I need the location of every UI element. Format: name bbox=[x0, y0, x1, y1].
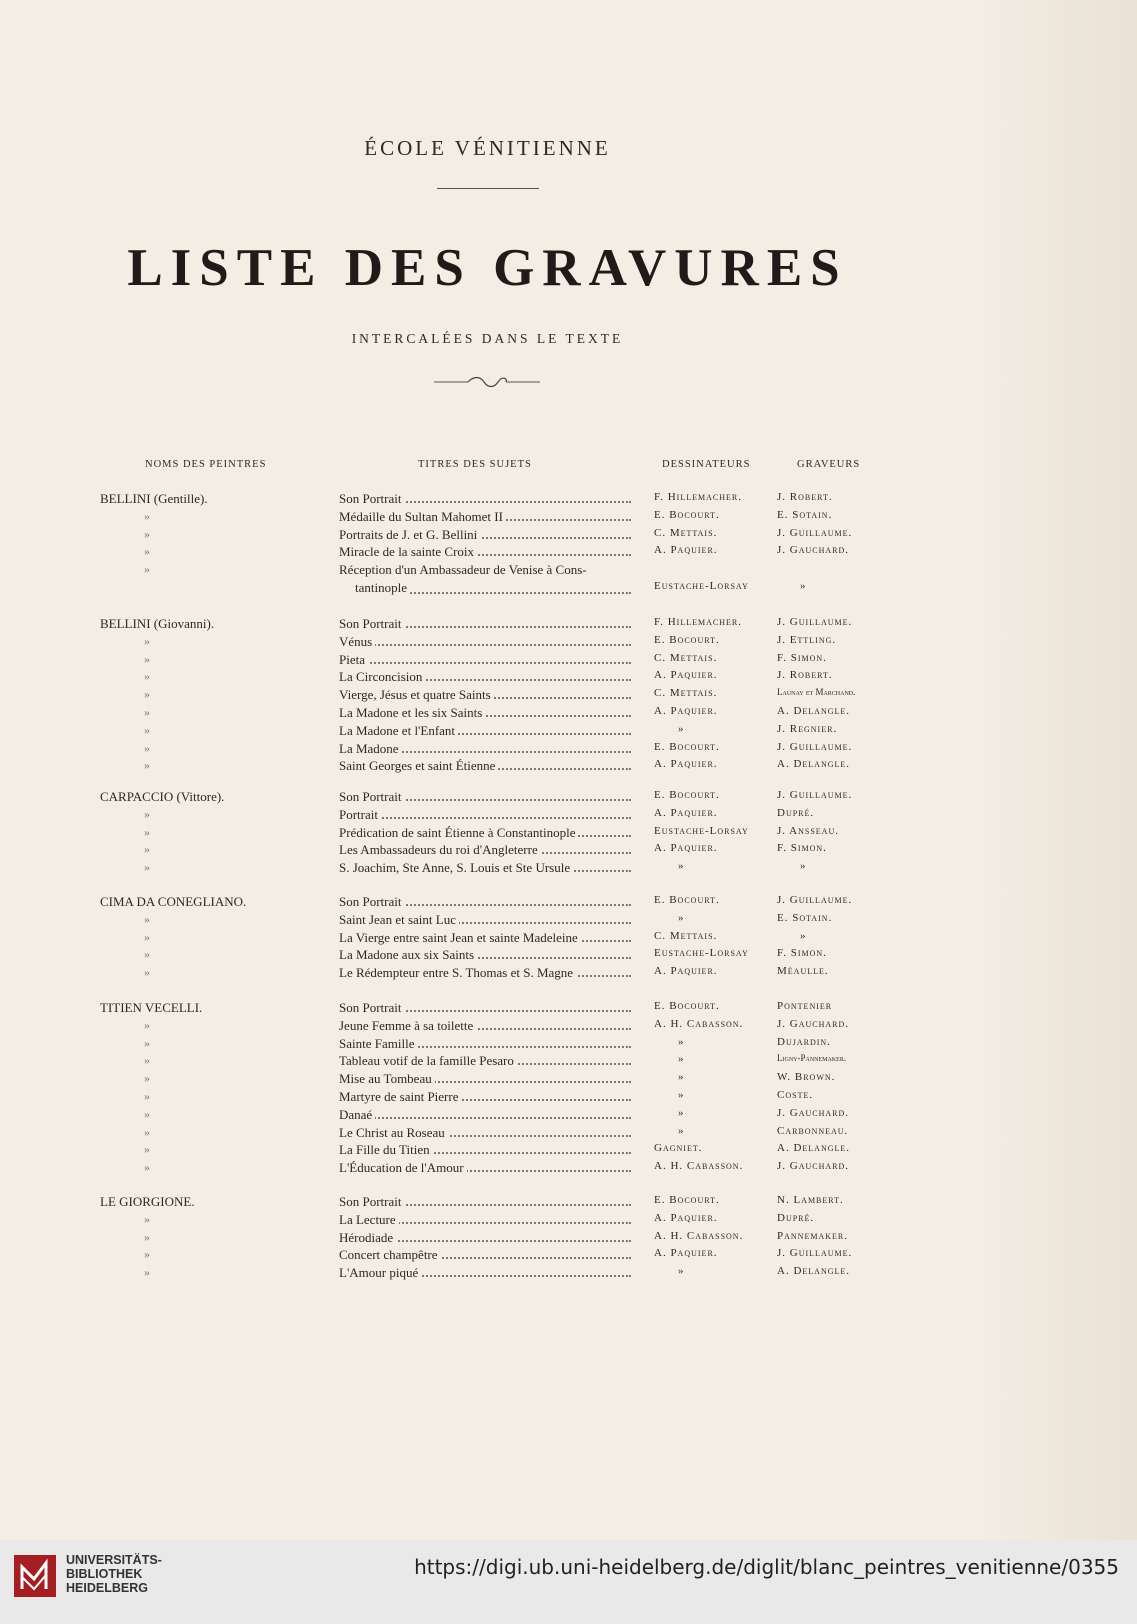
engraver-name: Coste. bbox=[777, 1088, 814, 1101]
designer-name: » bbox=[678, 1053, 685, 1066]
table-row bbox=[0, 562, 1137, 598]
subject-title: La Madone bbox=[339, 741, 402, 756]
ornament-flourish-icon bbox=[432, 374, 542, 390]
heading-rule bbox=[437, 188, 539, 189]
painter-group bbox=[0, 894, 1137, 983]
designer-name: A. Paquier. bbox=[654, 806, 718, 819]
subject-title: L'Amour piqué bbox=[339, 1265, 421, 1280]
engraver-name: A. Delangle. bbox=[777, 704, 851, 717]
subject-title: Son Portrait bbox=[339, 1000, 404, 1015]
subject-cell bbox=[339, 894, 635, 910]
engraver-name: Ligny-Pannemaker. bbox=[777, 1053, 847, 1064]
table-row bbox=[0, 1089, 1137, 1107]
engraver-name: » bbox=[800, 579, 807, 592]
table-row bbox=[0, 544, 1137, 562]
ditto-mark: » bbox=[144, 651, 150, 666]
ditto-mark: » bbox=[144, 1247, 150, 1262]
dot-leader bbox=[339, 817, 631, 819]
subject-title: S. Joachim, Ste Anne, S. Louis et Ste Ursule bbox=[339, 860, 573, 875]
library-name-line: UNIVERSITÄTS- bbox=[66, 1553, 162, 1567]
table-row bbox=[0, 965, 1137, 983]
designer-name: C. Mettais. bbox=[654, 929, 718, 942]
table-row bbox=[0, 825, 1137, 843]
table-row bbox=[0, 705, 1137, 723]
engraver-name: J. Guillaume. bbox=[777, 616, 853, 628]
subject-cell bbox=[339, 1247, 635, 1263]
engraver-name: N. Lambert. bbox=[777, 1194, 844, 1206]
table-row bbox=[0, 669, 1137, 687]
engraver-name: » bbox=[800, 929, 807, 942]
painter-name: BELLINI (Gentille). bbox=[100, 491, 208, 506]
designer-name: A. H. Cabasson. bbox=[654, 1229, 744, 1242]
subject-cell bbox=[339, 789, 635, 805]
designer-name: F. Hillemacher. bbox=[654, 616, 742, 628]
engraver-name: J. Gauchard. bbox=[777, 544, 850, 557]
ditto-mark: » bbox=[144, 1106, 150, 1121]
ditto-mark: » bbox=[144, 860, 150, 875]
table-row bbox=[0, 930, 1137, 948]
ditto-mark: » bbox=[144, 1142, 150, 1157]
table-row bbox=[0, 1265, 1137, 1283]
ditto-mark: » bbox=[144, 758, 150, 773]
designer-name: E. Bocourt. bbox=[654, 1000, 720, 1012]
designer-name: E. Bocourt. bbox=[654, 894, 720, 906]
designer-name: E. Bocourt. bbox=[654, 789, 720, 801]
engraver-name: J. Guillaume. bbox=[777, 789, 853, 801]
subject-title: La Vierge entre saint Jean et sainte Madeleine bbox=[339, 930, 581, 945]
subject-title: Médaille du Sultan Mahomet II bbox=[339, 509, 506, 524]
subject-cell bbox=[339, 527, 635, 543]
table-row bbox=[0, 842, 1137, 860]
ditto-mark: » bbox=[144, 562, 150, 577]
subject-cell bbox=[339, 930, 635, 946]
designer-name: » bbox=[678, 1088, 685, 1101]
subject-title: Son Portrait bbox=[339, 616, 404, 631]
designer-name: A. Paquier. bbox=[654, 1211, 718, 1224]
table-row bbox=[0, 947, 1137, 965]
engraver-name: » bbox=[800, 860, 807, 873]
designer-name: » bbox=[678, 1035, 685, 1048]
painter-name: CIMA DA CONEGLIANO. bbox=[100, 894, 247, 909]
subject-cell bbox=[339, 758, 635, 774]
designer-name: A. H. Cabasson. bbox=[654, 1017, 744, 1030]
table-row bbox=[0, 741, 1137, 759]
subject-cell bbox=[339, 1036, 635, 1052]
designer-name: A. Paquier. bbox=[654, 842, 718, 855]
table-row bbox=[0, 1018, 1137, 1036]
ditto-mark: » bbox=[144, 1053, 150, 1068]
column-header-painters: NOMS DES PEINTRES bbox=[145, 459, 267, 470]
table-row bbox=[0, 1053, 1137, 1071]
source-url[interactable]: https://digi.ub.uni-heidelberg.de/diglit/blanc_peintres_venitienne/0355 bbox=[414, 1555, 1119, 1579]
ditto-mark: » bbox=[144, 965, 150, 980]
engraver-name: E. Sotain. bbox=[777, 508, 833, 521]
ditto-mark: » bbox=[144, 1088, 150, 1103]
subject-title: La Lecture bbox=[339, 1212, 399, 1227]
ditto-mark: » bbox=[144, 704, 150, 719]
engraver-name: J. Guillaume. bbox=[777, 526, 853, 539]
subject-title: Son Portrait bbox=[339, 894, 404, 909]
subject-cell bbox=[339, 1089, 635, 1105]
dot-leader bbox=[339, 1117, 631, 1119]
painter-name: CARPACCIO (Vittore). bbox=[100, 789, 225, 804]
subject-cell bbox=[339, 723, 635, 739]
subject-title: Danaé bbox=[339, 1107, 375, 1122]
engraver-name: F. Simon. bbox=[777, 947, 827, 960]
designer-name: A. Paquier. bbox=[654, 965, 718, 978]
subject-cell bbox=[339, 965, 635, 981]
painter-group bbox=[0, 789, 1137, 878]
ditto-mark: » bbox=[144, 1229, 150, 1244]
engraver-name: J. Robert. bbox=[777, 491, 833, 503]
subject-title: Martyre de saint Pierre bbox=[339, 1089, 461, 1104]
subject-title: Les Ambassadeurs du roi d'Angleterre bbox=[339, 842, 541, 857]
subject-cell bbox=[339, 509, 635, 525]
subject-title: Portraits de J. et G. Bellini bbox=[339, 527, 480, 542]
engraver-name: J. Guillaume. bbox=[777, 1247, 853, 1260]
ditto-mark: » bbox=[144, 633, 150, 648]
subject-cell bbox=[339, 687, 635, 703]
designer-name: C. Mettais. bbox=[654, 687, 718, 700]
engraver-name: A. Delangle. bbox=[777, 1265, 851, 1278]
ditto-mark: » bbox=[144, 929, 150, 944]
engraver-name: Dupré. bbox=[777, 1211, 815, 1224]
subject-cell bbox=[339, 1107, 635, 1123]
ditto-mark: » bbox=[144, 1211, 150, 1226]
page-title: LISTE DES GRAVURES bbox=[127, 239, 848, 297]
subject-title: Vénus bbox=[339, 634, 375, 649]
subject-title: Concert champêtre bbox=[339, 1247, 441, 1262]
ditto-mark: » bbox=[144, 1035, 150, 1050]
subject-title: Le Rédempteur entre S. Thomas et S. Magne bbox=[339, 965, 576, 980]
table-row bbox=[0, 1071, 1137, 1089]
subject-title: Vierge, Jésus et quatre Saints bbox=[339, 687, 494, 702]
designer-name: » bbox=[678, 1071, 685, 1084]
subject-title: Portrait bbox=[339, 807, 381, 822]
ditto-mark: » bbox=[144, 1160, 150, 1175]
subject-cell bbox=[339, 652, 635, 668]
ditto-mark: » bbox=[144, 669, 150, 684]
page-subtitle: INTERCALÉES DANS LE TEXTE bbox=[351, 331, 624, 346]
ditto-mark: » bbox=[144, 722, 150, 737]
designer-name: C. Mettais. bbox=[654, 526, 718, 539]
table-row bbox=[0, 1036, 1137, 1054]
designer-name: A. H. Cabasson. bbox=[654, 1160, 744, 1173]
subject-cell bbox=[339, 842, 635, 858]
column-header-designers: DESSINATEURS bbox=[662, 459, 751, 470]
subject-cell bbox=[339, 807, 635, 823]
library-name-line: BIBLIOTHEK bbox=[66, 1567, 143, 1581]
table-row bbox=[0, 491, 1137, 509]
ditto-mark: » bbox=[144, 526, 150, 541]
engraver-name: Carbonneau. bbox=[777, 1124, 849, 1137]
table-row bbox=[0, 758, 1137, 776]
designer-name: F. Hillemacher. bbox=[654, 491, 742, 503]
table-row bbox=[0, 652, 1137, 670]
table-row bbox=[0, 634, 1137, 652]
table-row bbox=[0, 527, 1137, 545]
subject-cell bbox=[339, 741, 635, 757]
table-row bbox=[0, 1107, 1137, 1125]
subject-cell bbox=[339, 1265, 635, 1281]
subject-title: Miracle de la sainte Croix bbox=[339, 544, 477, 559]
subject-title: Pieta bbox=[339, 652, 368, 667]
ditto-mark: » bbox=[144, 740, 150, 755]
designer-name: A. Paquier. bbox=[654, 758, 718, 771]
subject-cell bbox=[339, 1018, 635, 1034]
subject-title: Son Portrait bbox=[339, 789, 404, 804]
subject-title: La Madone aux six Saints bbox=[339, 947, 477, 962]
designer-name: A. Paquier. bbox=[654, 704, 718, 717]
ditto-mark: » bbox=[144, 1124, 150, 1139]
table-row bbox=[0, 1160, 1137, 1178]
painter-name: LE GIORGIONE. bbox=[100, 1194, 195, 1209]
engraver-name: Dupré. bbox=[777, 806, 815, 819]
column-header-subjects: TITRES DES SUJETS bbox=[418, 459, 532, 470]
table-row bbox=[0, 1125, 1137, 1143]
engraver-name: Pontenier bbox=[777, 1000, 833, 1012]
subject-title: Tableau votif de la famille Pesaro bbox=[339, 1053, 517, 1068]
designer-name: Eustache-Lorsay bbox=[654, 947, 749, 960]
subject-cell bbox=[339, 1125, 635, 1141]
library-name bbox=[66, 1553, 162, 1595]
table-row bbox=[0, 1230, 1137, 1248]
designer-name: A. Paquier. bbox=[654, 1247, 718, 1260]
subject-title: La Fille du Titien bbox=[339, 1142, 433, 1157]
table-row bbox=[0, 912, 1137, 930]
subject-title-cont: tantinople bbox=[355, 580, 410, 595]
subject-title: Sainte Famille bbox=[339, 1036, 417, 1051]
engraver-name: F. Simon. bbox=[777, 651, 827, 664]
engraver-name: Dujardin. bbox=[777, 1035, 831, 1048]
ditto-mark: » bbox=[144, 1017, 150, 1032]
table-row bbox=[0, 1194, 1137, 1212]
subject-cell bbox=[339, 912, 635, 928]
subject-cell bbox=[339, 616, 635, 632]
dot-leader bbox=[339, 662, 631, 664]
subject-title: Son Portrait bbox=[339, 491, 404, 506]
subject-title: Prédication de saint Étienne à Constantinople bbox=[339, 825, 578, 840]
subject-cell bbox=[339, 1000, 635, 1016]
subject-cell bbox=[339, 825, 635, 841]
table-row bbox=[0, 1212, 1137, 1230]
engraver-name: W. Brown. bbox=[777, 1071, 836, 1084]
subject-cell bbox=[339, 1071, 635, 1087]
designer-name: » bbox=[678, 1124, 685, 1137]
subject-cell bbox=[339, 1142, 635, 1158]
ditto-mark: » bbox=[144, 1071, 150, 1086]
designer-name: E. Bocourt. bbox=[654, 508, 720, 521]
ditto-mark: » bbox=[144, 1265, 150, 1280]
ditto-mark: » bbox=[144, 544, 150, 559]
subject-title: Saint Jean et saint Luc bbox=[339, 912, 459, 927]
subject-title: La Circoncision bbox=[339, 669, 425, 684]
subject-cell bbox=[339, 669, 635, 685]
footer-bar bbox=[0, 1540, 1137, 1624]
table-row bbox=[0, 860, 1137, 878]
subject-cell bbox=[339, 1053, 635, 1069]
table-row bbox=[0, 1142, 1137, 1160]
painter-name: TITIEN VECELLI. bbox=[100, 1000, 203, 1015]
subject-cell bbox=[339, 1194, 635, 1210]
engraver-name: J. Guillaume. bbox=[777, 894, 853, 906]
engraver-name: J. Robert. bbox=[777, 669, 833, 682]
table-row bbox=[0, 789, 1137, 807]
subject-cell bbox=[339, 860, 635, 876]
library-name-line: HEIDELBERG bbox=[66, 1581, 148, 1595]
subject-cell bbox=[339, 1160, 635, 1176]
subject-cell bbox=[339, 1212, 635, 1228]
ditto-mark: » bbox=[144, 842, 150, 857]
subject-continuation bbox=[355, 580, 635, 598]
subject-title: La Madone et l'Enfant bbox=[339, 723, 458, 738]
subject-cell bbox=[339, 1230, 635, 1246]
designer-name: E. Bocourt. bbox=[654, 740, 720, 753]
engraver-name: J. Guillaume. bbox=[777, 740, 853, 753]
ditto-mark: » bbox=[144, 947, 150, 962]
painter-name: BELLINI (Giovanni). bbox=[100, 616, 215, 631]
table-row bbox=[0, 807, 1137, 825]
table-row bbox=[0, 616, 1137, 634]
library-logo-icon bbox=[12, 1553, 58, 1599]
engraver-name: A. Delangle. bbox=[777, 758, 851, 771]
engraver-name: J. Ettling. bbox=[777, 633, 837, 646]
table-row bbox=[0, 509, 1137, 527]
engraver-name: Launay et Marchand. bbox=[777, 687, 856, 698]
subject-title: Réception d'un Ambassadeur de Venise à Cons- bbox=[339, 562, 587, 578]
subject-title: Son Portrait bbox=[339, 1194, 404, 1209]
ditto-mark: » bbox=[144, 508, 150, 523]
engraver-name: Méaulle. bbox=[777, 965, 829, 978]
engraver-name: A. Delangle. bbox=[777, 1142, 851, 1155]
engraver-name: J. Gauchard. bbox=[777, 1160, 850, 1173]
subject-title: Saint Georges et saint Étienne bbox=[339, 758, 498, 773]
subject-cell bbox=[339, 947, 635, 963]
engraver-name: J. Gauchard. bbox=[777, 1106, 850, 1119]
designer-name: E. Bocourt. bbox=[654, 633, 720, 646]
subject-cell bbox=[339, 544, 635, 560]
subject-cell bbox=[339, 491, 635, 507]
ditto-mark: » bbox=[144, 806, 150, 821]
designer-name: » bbox=[678, 860, 685, 873]
school-heading: ÉCOLE VÉNITIENNE bbox=[364, 136, 611, 160]
engraver-name: J. Ansseau. bbox=[777, 824, 839, 837]
table-row bbox=[0, 1000, 1137, 1018]
table-row bbox=[0, 1247, 1137, 1265]
engraver-name: E. Sotain. bbox=[777, 911, 833, 924]
engraver-name: J. Regnier. bbox=[777, 722, 838, 735]
subject-title: L'Éducation de l'Amour bbox=[339, 1160, 467, 1175]
designer-name: Eustache-Lorsay bbox=[654, 824, 749, 837]
designer-name: A. Paquier. bbox=[654, 669, 718, 682]
painter-group bbox=[0, 616, 1137, 776]
painter-group bbox=[0, 1194, 1137, 1283]
subject-title: Mise au Tombeau bbox=[339, 1071, 435, 1086]
table-row bbox=[0, 687, 1137, 705]
engraver-name: Pannemaker. bbox=[777, 1229, 848, 1242]
designer-name: C. Mettais. bbox=[654, 651, 718, 664]
table-row bbox=[0, 723, 1137, 741]
column-header-engravers: GRAVEURS bbox=[797, 459, 861, 470]
ditto-mark: » bbox=[144, 687, 150, 702]
painter-group bbox=[0, 491, 1137, 598]
subject-title: Hérodiade bbox=[339, 1230, 396, 1245]
subject-cell bbox=[339, 634, 635, 650]
painter-group bbox=[0, 1000, 1137, 1178]
engraver-name: J. Gauchard. bbox=[777, 1017, 850, 1030]
subject-title: La Madone et les six Saints bbox=[339, 705, 485, 720]
designer-name: » bbox=[678, 911, 685, 924]
ditto-mark: » bbox=[144, 824, 150, 839]
ditto-mark: » bbox=[144, 911, 150, 926]
engraver-name: F. Simon. bbox=[777, 842, 827, 855]
designer-name: » bbox=[678, 1106, 685, 1119]
designer-name: Gagniet. bbox=[654, 1142, 703, 1155]
table-row bbox=[0, 894, 1137, 912]
designer-name: » bbox=[678, 1265, 685, 1278]
designer-name: A. Paquier. bbox=[654, 544, 718, 557]
designer-name: Eustache-Lorsay bbox=[654, 579, 749, 592]
designer-name: » bbox=[678, 722, 685, 735]
subject-title: Jeune Femme à sa toilette bbox=[339, 1018, 476, 1033]
designer-name: E. Bocourt. bbox=[654, 1194, 720, 1206]
subject-cell bbox=[339, 705, 635, 721]
dot-leader bbox=[339, 644, 631, 646]
subject-title: Le Christ au Roseau bbox=[339, 1125, 448, 1140]
